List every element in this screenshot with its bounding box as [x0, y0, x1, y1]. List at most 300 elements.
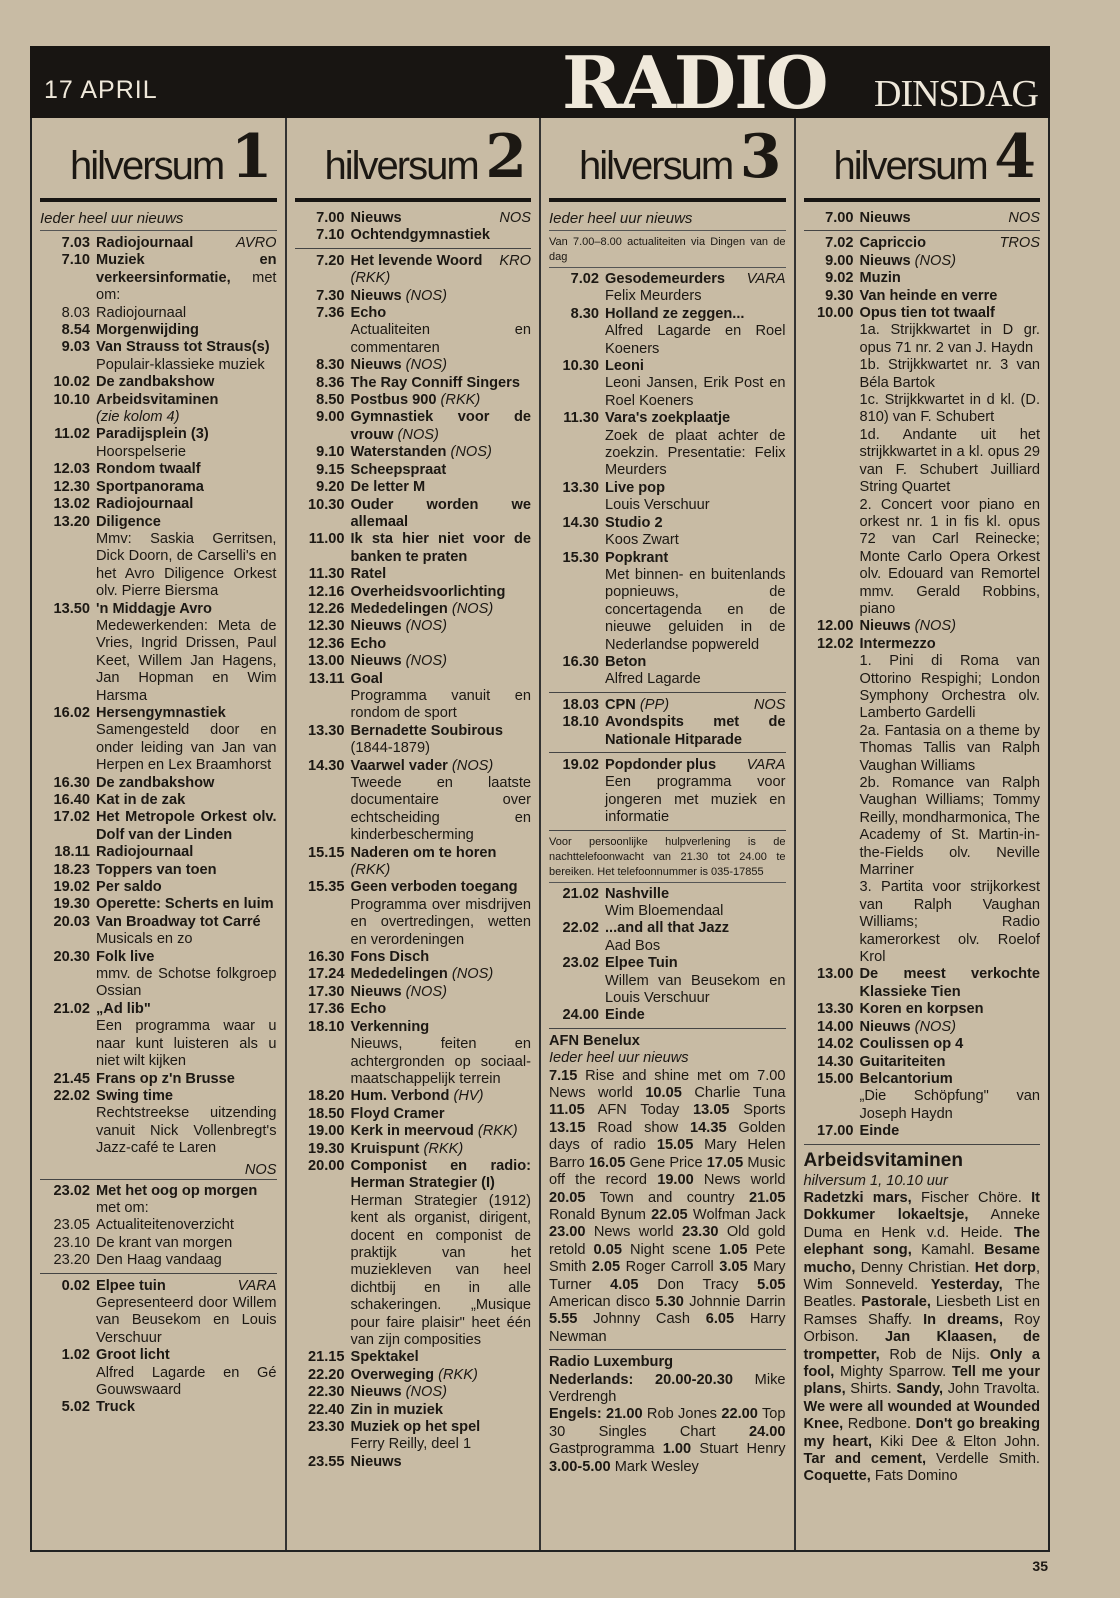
- program-body: [96, 1278, 277, 1348]
- divider: [549, 692, 786, 693]
- program-entry: [295, 1088, 532, 1105]
- program-body: [605, 358, 786, 410]
- program-description: Louis Verschuur: [605, 497, 710, 514]
- text-segment: Mary Turner: [549, 1259, 786, 1293]
- bold-segment: 3.05: [719, 1259, 748, 1276]
- program-title: De meest verkochte Klassieke Tien: [859, 966, 1040, 1000]
- program-body: [351, 1402, 532, 1419]
- bold-segment: It Dokkumer lokaeltsje,: [803, 1189, 1040, 1224]
- program-title: Beton: [605, 653, 647, 670]
- program-body: [96, 1217, 277, 1234]
- program-time: 7.10: [61, 252, 90, 269]
- program-entry: [295, 305, 532, 357]
- bold-segment: 6.05: [705, 1311, 735, 1328]
- bold-segment: 1.05: [719, 1241, 748, 1258]
- program-entry: [804, 210, 1041, 227]
- station-number: 4: [994, 122, 1036, 192]
- program-entry: [549, 886, 786, 921]
- program-body: [860, 210, 1041, 227]
- program-time: 9.10: [316, 444, 345, 461]
- program-description: Een programma waar u naar kunt luisteren als u niet wilt kijken: [96, 1018, 277, 1070]
- program-time: 7.36: [316, 305, 345, 322]
- program-body: [605, 1007, 786, 1024]
- program-time: 15.00: [816, 1070, 854, 1087]
- program-entry: [40, 374, 277, 391]
- broadcaster-note: (NOS): [401, 618, 447, 635]
- program-entry: [40, 426, 277, 461]
- program-entry: [40, 235, 277, 252]
- program-entry: [804, 1019, 1041, 1036]
- program-time: 21.02: [562, 885, 599, 902]
- broadcaster-note: (NOS): [910, 252, 956, 269]
- bold-segment: 14.35: [690, 1119, 727, 1136]
- broadcaster-note: (HV): [449, 1088, 484, 1105]
- program-title: Bernadette Soubirous: [350, 722, 503, 739]
- program-entry: [549, 697, 786, 714]
- program-time: 15.30: [562, 549, 599, 566]
- program-title: Postbus 900: [350, 392, 437, 409]
- program-entry: [295, 1141, 532, 1158]
- program-title: Leoni: [605, 358, 644, 375]
- program-time: 22.02: [562, 920, 599, 937]
- program-description: Populair-klassieke muziek: [96, 356, 265, 373]
- text-segment: Kiki Dee & Elton John.: [872, 1433, 1041, 1450]
- program-body: [96, 844, 277, 861]
- program-title: Belcantorium: [859, 1070, 953, 1087]
- program-time: 7.00: [825, 210, 854, 226]
- program-entry: [40, 252, 277, 304]
- text-segment: Pete Smith: [549, 1241, 786, 1276]
- program-time: 18.10: [307, 1018, 345, 1035]
- program-entry: [295, 288, 532, 305]
- program-time: 20.30: [53, 948, 90, 965]
- program-entry: [295, 227, 532, 244]
- news-note: Ieder heel uur nieuws: [549, 210, 786, 231]
- program-time: 9.00: [316, 409, 345, 426]
- program-body: [351, 227, 532, 244]
- program-entry: [295, 392, 532, 409]
- program-body: [351, 566, 532, 583]
- program-description: Met binnen- en buitenlands popnieuws, de concertagenda en de nieuwe geluiden in de Nederlandse popwereld: [605, 566, 786, 653]
- program-body: [351, 1419, 532, 1454]
- text-segment: Johnnie Darrin: [683, 1293, 786, 1310]
- program-time: 18.23: [53, 861, 90, 878]
- program-body: [860, 636, 1041, 967]
- bold-segment: 2.05: [591, 1259, 621, 1276]
- program-title: Van Strauss tot Straus(s): [96, 339, 270, 356]
- text-segment: Roger Carroll: [620, 1259, 720, 1276]
- bold-segment: 5.30: [655, 1293, 684, 1310]
- program-title: Truck: [96, 1399, 135, 1416]
- program-title: Ouder worden we allemaal: [350, 496, 531, 530]
- program-entry: [40, 1278, 277, 1348]
- bold-segment: 20.05: [549, 1189, 586, 1206]
- program-body: [96, 792, 277, 809]
- program-title: Live pop: [605, 479, 665, 496]
- program-body: [605, 714, 786, 749]
- program-entry: [295, 210, 532, 227]
- program-body: [96, 809, 277, 844]
- program-body: [351, 444, 532, 461]
- program-time: 14.30: [307, 757, 345, 774]
- bold-segment: In dreams,: [923, 1311, 1004, 1328]
- program-body: [96, 775, 277, 792]
- program-body: [351, 497, 532, 532]
- block-text: [549, 1372, 786, 1476]
- program-body: [860, 966, 1041, 1001]
- program-entry: [295, 845, 532, 880]
- program-time: 17.36: [307, 1001, 345, 1018]
- divider: [295, 248, 532, 249]
- block-title: Arbeidsvitaminen: [803, 1149, 963, 1171]
- program-time: 16.30: [307, 949, 345, 966]
- text-segment: Wolfman Jack: [687, 1206, 786, 1223]
- program-time: 11.02: [54, 426, 90, 443]
- program-title: Geen verboden toegang: [350, 879, 518, 896]
- program-description: 1c. Strijkkwartet in d kl. (D. 810) van F. Schubert: [859, 392, 1040, 426]
- program-time: 14.02: [816, 1036, 854, 1053]
- program-time: 13.00: [816, 966, 854, 983]
- program-body: [351, 1158, 532, 1349]
- program-description: Tweede en laatste documentaire over echtscheiding en kinderbescherming: [350, 775, 531, 844]
- bold-segment: 19.00: [657, 1172, 694, 1189]
- station-word: hilversum: [833, 144, 987, 188]
- program-description: Ferry Reilly, deel 1: [350, 1436, 472, 1453]
- program-body: [351, 210, 532, 227]
- broadcaster-note: (NOS): [446, 444, 492, 461]
- program-time: 21.02: [53, 1000, 90, 1017]
- program-time: 8.03: [61, 304, 90, 321]
- program-time: 9.00: [825, 252, 854, 269]
- program-entry: [40, 914, 277, 949]
- program-entry: [549, 920, 786, 955]
- program-body: [96, 514, 277, 601]
- program-entry: [40, 1252, 277, 1269]
- program-body: [605, 955, 786, 1007]
- program-body: [351, 357, 532, 374]
- text-segment: News world: [693, 1172, 786, 1189]
- day-label: DINSDAG: [874, 73, 1038, 115]
- program-time: 10.30: [562, 358, 599, 375]
- program-time: 17.02: [53, 809, 90, 826]
- program-time: 13.00: [307, 653, 345, 670]
- divider: [549, 1028, 786, 1029]
- program-description: Leoni Jansen, Erik Post en Roel Koeners: [605, 375, 786, 409]
- program-description: „Die Schöpfung" van Joseph Haydn: [859, 1088, 1040, 1122]
- broadcaster-note: (PP): [635, 696, 670, 713]
- program-title: Guitariteiten: [859, 1053, 946, 1070]
- program-description: Gepresenteerd door Willem van Beusekom en Louis Verschuur: [96, 1294, 277, 1346]
- program-time: 7.00: [316, 210, 345, 226]
- program-entry: [40, 339, 277, 374]
- program-entry: [295, 1001, 532, 1018]
- program-entry: [804, 618, 1041, 635]
- program-entry: [549, 654, 786, 689]
- program-body: [605, 697, 786, 714]
- broadcaster-note: (NOS): [447, 966, 494, 983]
- bold-segment: 23.30: [681, 1224, 719, 1241]
- program-body: [351, 462, 532, 479]
- station-word: hilversum: [324, 144, 478, 188]
- program-title: Waterstanden: [350, 444, 447, 461]
- program-time: 13.30: [562, 479, 599, 496]
- bold-segment: 1.00: [662, 1441, 692, 1458]
- station-column-3: [541, 118, 796, 1550]
- program-body: [351, 1088, 532, 1105]
- station-column-2: [287, 118, 542, 1550]
- text-segment: Stuart Henry: [691, 1441, 786, 1458]
- program-body: [351, 1349, 532, 1366]
- program-body: [351, 618, 532, 635]
- program-body: [351, 636, 532, 653]
- bold-segment: Het dorp: [974, 1259, 1036, 1276]
- program-body: [351, 601, 532, 618]
- text-segment: Redbone.: [843, 1416, 916, 1433]
- bold-segment: The elephant song,: [803, 1224, 1040, 1259]
- program-entry: [804, 1054, 1041, 1071]
- program-body: [351, 1384, 532, 1401]
- program-title: Het levende Woord: [350, 252, 483, 269]
- program-title: Morgenwijding: [96, 322, 199, 339]
- program-description: Rechtstreekse uitzending vanuit Nick Vollenbregt's Jazz-café te Laren: [96, 1105, 277, 1157]
- program-time: 23.30: [307, 1419, 345, 1436]
- program-title: Ik sta hier niet voor de banken te praten: [350, 531, 531, 565]
- program-time: 15.15: [307, 844, 345, 861]
- block-text: [549, 1068, 786, 1347]
- broadcaster-note: (RKK): [473, 1123, 518, 1140]
- program-entry: [40, 514, 277, 601]
- program-title: The Ray Conniff Singers: [350, 374, 520, 391]
- program-title: Goal: [350, 670, 383, 687]
- program-description: Willem van Beusekom en Louis Verschuur: [605, 972, 786, 1007]
- program-description: Medewerkenden: Meta de Vries, Ingrid Drissen, Paul Keet, Willem Jan Hagens, Jan Hopman en Wim Harsma: [96, 617, 277, 704]
- program-title: Spektakel: [350, 1349, 419, 1366]
- program-time: 21.45: [53, 1070, 90, 1087]
- program-entry: [804, 1001, 1041, 1018]
- bold-segment: 13.05: [693, 1102, 730, 1119]
- program-description: Wim Bloemendaal: [605, 903, 724, 919]
- bold-segment: 4.05: [610, 1276, 639, 1293]
- program-body: [96, 461, 277, 478]
- program-title: Nieuws: [859, 618, 911, 635]
- program-entry: [40, 1001, 277, 1071]
- program-title: De letter M: [350, 479, 426, 496]
- broadcaster-note: (RKK): [419, 1140, 464, 1157]
- broadcaster-tag: NOS: [753, 696, 786, 713]
- program-body: [351, 758, 532, 845]
- program-description: Alfred Lagarde en Roel Koeners: [605, 323, 786, 357]
- program-time: 11.00: [308, 531, 345, 548]
- program-body: [351, 949, 532, 966]
- program-body: [351, 723, 532, 758]
- text-segment: Shirts.: [845, 1381, 897, 1398]
- program-time: 13.50: [53, 600, 90, 617]
- broadcaster-note: (RKK): [434, 1366, 478, 1383]
- info-block: [804, 1149, 1041, 1486]
- program-entry: [40, 479, 277, 496]
- bold-segment: Nederlands: 20.00-20.30: [549, 1371, 733, 1388]
- text-segment: Don Tracy: [638, 1276, 758, 1293]
- broadcaster-tag: VARA: [746, 271, 786, 287]
- program-time: 13.11: [308, 670, 345, 687]
- program-description: 2b. Romance van Ralph Vaughan Williams; Tommy Reilly, mondharmonica, The Academy of St. Martin-in-the-Fields olv. Neville Marriner: [859, 775, 1040, 879]
- program-description: 1a. Strijkkwartet in D gr. opus 71 nr. 2 van J. Haydn: [859, 322, 1040, 356]
- program-title: Nieuws: [350, 287, 402, 304]
- program-title: Scheepspraat: [350, 461, 447, 478]
- program-title: Muziek en verkeersinformatie,: [96, 252, 277, 286]
- broadcaster-tag: VARA: [237, 1277, 277, 1294]
- program-entry: [295, 444, 532, 461]
- text-segment: Rob Jones: [642, 1406, 722, 1423]
- broadcaster-tag: NOS: [499, 210, 531, 226]
- info-block: [549, 1354, 786, 1476]
- station-word: hilversum: [579, 144, 733, 188]
- text-segment: Johnny Cash: [577, 1311, 706, 1328]
- program-body: [96, 339, 277, 374]
- program-entry: [295, 1349, 532, 1366]
- divider: [549, 1349, 786, 1350]
- program-time: 14.30: [816, 1053, 854, 1070]
- page-header-bar: [30, 40, 1050, 125]
- bold-segment: 10.05: [645, 1085, 682, 1102]
- program-title: Kat in de zak: [96, 792, 186, 808]
- program-entry: [295, 723, 532, 758]
- program-time: 12.30: [53, 478, 90, 495]
- program-time: 10.30: [307, 496, 345, 513]
- program-body: [860, 288, 1041, 305]
- page-number: 35: [1032, 1558, 1048, 1574]
- text-segment: American disco: [549, 1293, 656, 1310]
- program-body: [96, 1001, 277, 1071]
- text-segment: Road show: [585, 1119, 691, 1136]
- program-title: Radiojournaal: [96, 496, 194, 513]
- program-description: Mmv: Saskia Gerritsen, Dick Doorn, de Carselli's en het Avro Diligence Orkest olv. Pierre Biersma: [96, 530, 277, 600]
- program-title: Per saldo: [96, 879, 162, 896]
- program-body: [351, 845, 532, 880]
- program-body: [351, 288, 532, 305]
- program-body: [96, 374, 277, 391]
- program-time: 18.10: [562, 714, 599, 731]
- program-entry: [295, 1384, 532, 1401]
- program-description: 2. Concert voor piano en orkest nr. 1 in fis kl. opus 72 van Carl Reinecke; Monte Carlo Opera Orkest olv. Edouard van Remortel mmv. Gerald Robbins, piano: [859, 496, 1040, 617]
- program-entry: [40, 705, 277, 775]
- program-title: Nieuws: [350, 1453, 402, 1470]
- program-entry: [295, 479, 532, 496]
- program-time: 15.35: [307, 879, 345, 896]
- program-title: Den Haag vandaag: [96, 1252, 222, 1269]
- bold-segment: Yesterday,: [930, 1276, 1003, 1293]
- program-time: 14.30: [562, 514, 599, 531]
- date-label: 17 APRIL: [44, 76, 158, 104]
- program-time: 16.40: [53, 792, 90, 808]
- program-body: [96, 392, 277, 427]
- program-time: 12.16: [307, 583, 345, 600]
- program-title: Ratel: [350, 566, 387, 583]
- program-title: Verkenning: [350, 1018, 430, 1035]
- program-time: 19.30: [307, 1140, 345, 1157]
- program-entry: [295, 584, 532, 601]
- program-time: 9.03: [61, 339, 90, 356]
- program-title: Mededelingen: [350, 600, 448, 617]
- program-body: [605, 757, 786, 827]
- program-body: [605, 550, 786, 654]
- program-entry: [295, 879, 532, 949]
- program-entry: [549, 714, 786, 749]
- text-segment: News world: [585, 1224, 682, 1241]
- program-title: Fons Disch: [350, 949, 430, 966]
- bold-segment: 11.05: [549, 1102, 585, 1119]
- program-body: [860, 270, 1041, 287]
- station-number: 1: [230, 122, 273, 192]
- program-entry: [40, 601, 277, 705]
- listings-grid: [30, 118, 1050, 1552]
- program-time: 8.50: [316, 392, 345, 409]
- text-segment: Mighty Sparrow.: [834, 1364, 952, 1380]
- program-title: Met het oog op morgen: [96, 1182, 258, 1199]
- program-title: Nieuws: [350, 653, 402, 670]
- program-time: 16.30: [53, 774, 90, 791]
- program-title: Radiojournaal: [96, 844, 194, 861]
- program-entry: [295, 636, 532, 653]
- program-title: Nieuws: [859, 1018, 911, 1035]
- program-title: Nashville: [605, 885, 670, 902]
- program-entry: [295, 1419, 532, 1454]
- program-title: Naderen om te horen: [350, 844, 497, 861]
- program-entry: [40, 1235, 277, 1252]
- program-time: 5.02: [61, 1399, 90, 1416]
- program-entry: [40, 862, 277, 879]
- program-entry: [295, 1367, 532, 1384]
- broadcaster-note: (NOS): [910, 618, 956, 635]
- broadcaster-tag: KRO: [499, 252, 531, 269]
- broadcaster-note: (NOS): [401, 653, 447, 670]
- program-entry: [40, 1183, 277, 1218]
- program-time: 12.26: [307, 600, 345, 617]
- program-title: Studio 2: [605, 514, 663, 531]
- program-entry: [295, 462, 532, 479]
- program-time: 11.30: [308, 566, 345, 583]
- program-body: [860, 305, 1041, 618]
- program-title: Zin in muziek: [350, 1401, 443, 1418]
- program-time: 10.02: [53, 374, 90, 391]
- program-entry: [295, 966, 532, 983]
- program-description: Hoorspelserie: [96, 443, 187, 460]
- program-time: 14.00: [816, 1018, 854, 1035]
- program-entry: [40, 322, 277, 339]
- program-title: Intermezzo: [859, 635, 936, 652]
- program-body: [351, 1106, 532, 1123]
- program-time: 13.30: [816, 1001, 854, 1018]
- program-entry: [40, 1088, 277, 1158]
- program-time: 17.24: [307, 966, 345, 983]
- block-title: Radio Luxemburg: [549, 1354, 674, 1371]
- program-title: Frans op z'n Brusse: [96, 1070, 235, 1087]
- text-segment: , Wim Sonneveld.: [803, 1259, 1040, 1293]
- program-entry: [295, 566, 532, 583]
- program-title: Muziek op het spel: [350, 1419, 481, 1436]
- bold-segment: Don't go breaking my heart,: [803, 1416, 1040, 1450]
- program-body: [860, 1054, 1041, 1071]
- program-entry: [804, 1071, 1041, 1123]
- program-body: [351, 966, 532, 983]
- text-segment: Gene Price: [625, 1154, 707, 1171]
- program-entry: [40, 879, 277, 896]
- bold-segment: Coquette,: [803, 1468, 871, 1485]
- program-time: 20.03: [53, 913, 90, 930]
- program-body: [351, 984, 532, 1001]
- program-title: Popkrant: [605, 549, 669, 566]
- program-body: [605, 306, 786, 358]
